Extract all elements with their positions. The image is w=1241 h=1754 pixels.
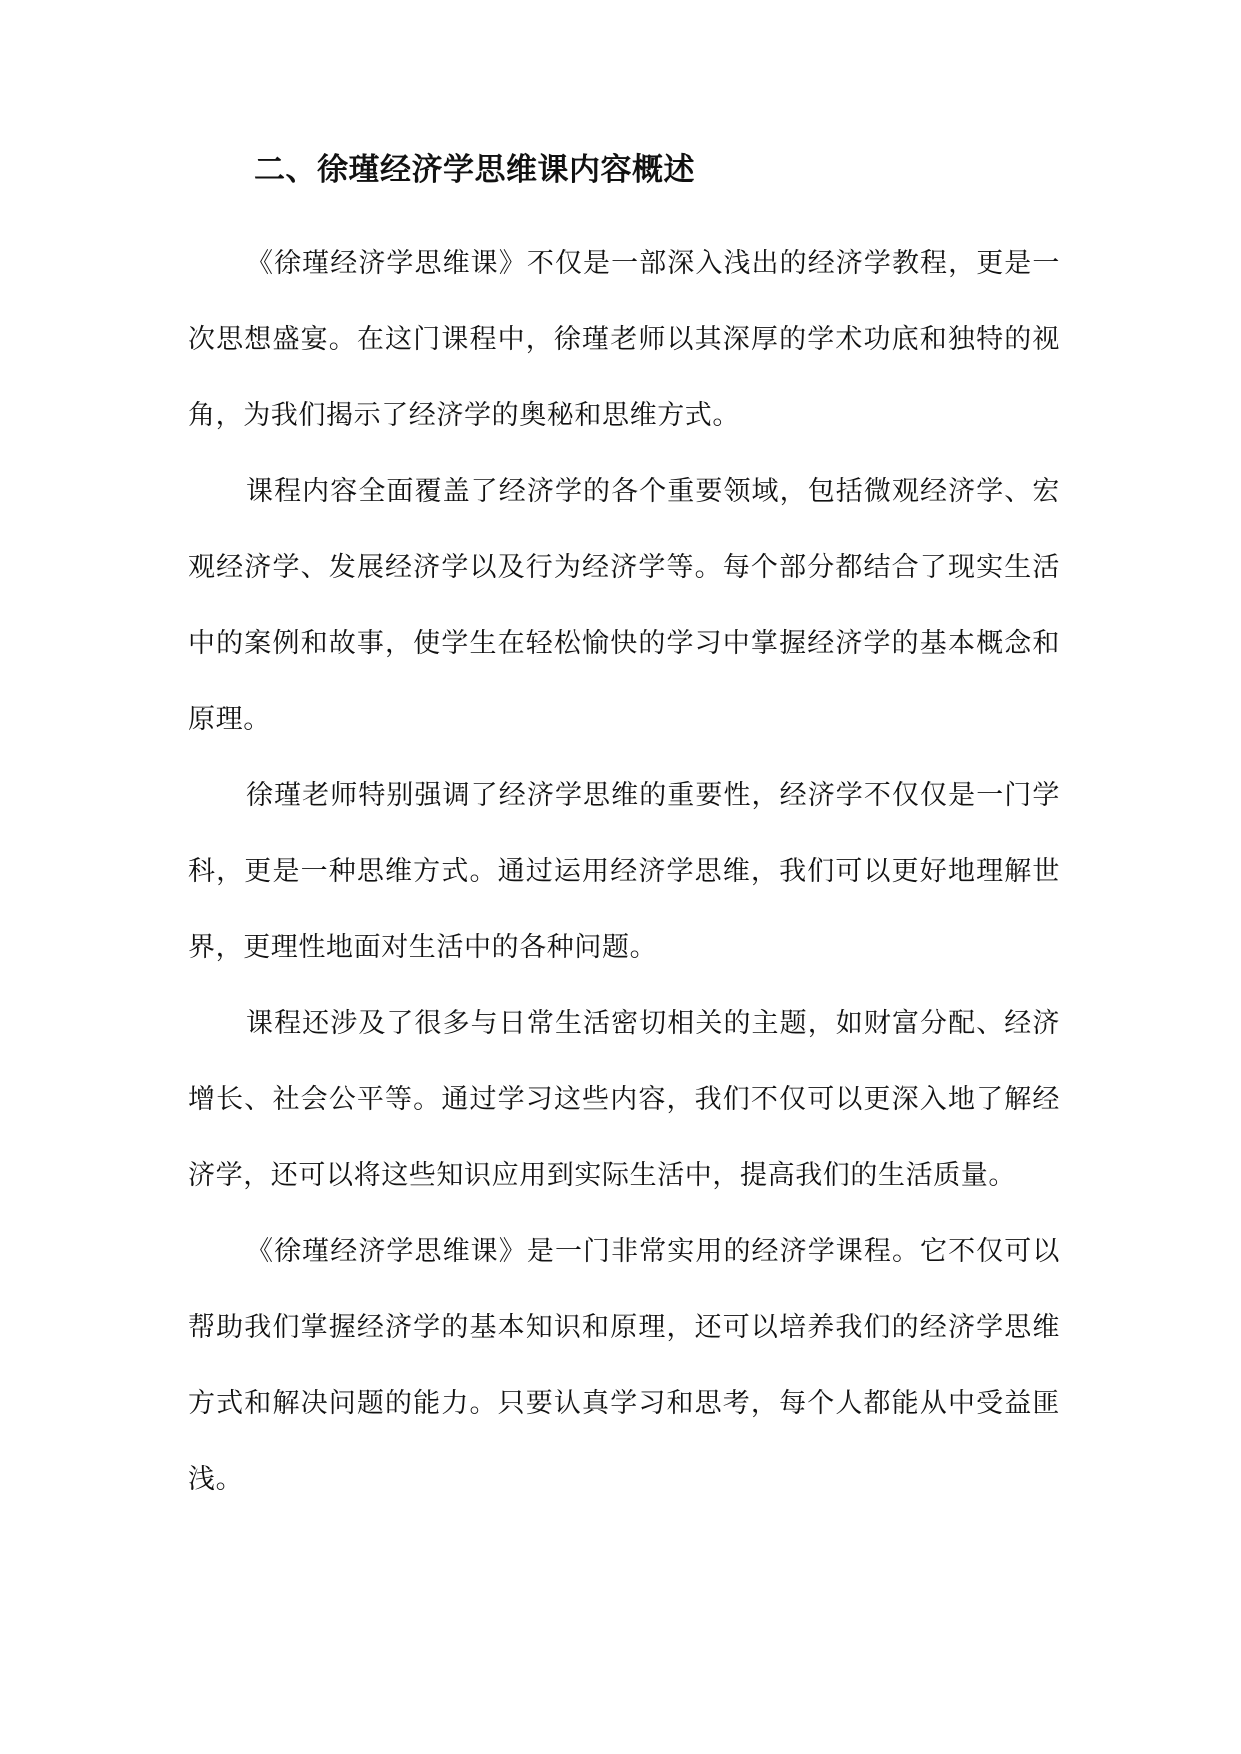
document-body: [188, 148, 1060, 1518]
paragraph-intro: 《徐瑾经济学思维课》不仅是一部深入浅出的经济学教程，更是一次思想盛宴。在这门课程中，徐瑾老师以其深厚的学术功底和独特的视角，为我们揭示了经济学的奥秘和思维方式。: [188, 248, 1060, 431]
paragraph-coverage: 课程内容全面覆盖了经济学的各个重要领域，包括微观经济学、宏观经济学、发展经济学以及行为经济学等。每个部分都结合了现实生活中的案例和故事，使学生在轻松愉快的学习中掌握经济学的基本概念和原理。: [188, 476, 1060, 735]
paragraph-topics: 课程还涉及了很多与日常生活密切相关的主题，如财富分配、经济增长、社会公平等。通过学习这些内容，我们不仅可以更深入地了解经济学，还可以将这些知识应用到实际生活中，提高我们的生活质量。: [188, 1008, 1060, 1191]
section-heading: 二、徐瑾经济学思维课内容概述: [254, 152, 695, 188]
paragraph-conclusion: 《徐瑾经济学思维课》是一门非常实用的经济学课程。它不仅可以帮助我们掌握经济学的基本知识和原理，还可以培养我们的经济学思维方式和解决问题的能力。只要认真学习和思考，每个人都能从中受益匪浅。: [188, 1236, 1060, 1495]
paragraph-thinking: 徐瑾老师特别强调了经济学思维的重要性，经济学不仅仅是一门学科，更是一种思维方式。通过运用经济学思维，我们可以更好地理解世界，更理性地面对生活中的各种问题。: [188, 780, 1060, 963]
